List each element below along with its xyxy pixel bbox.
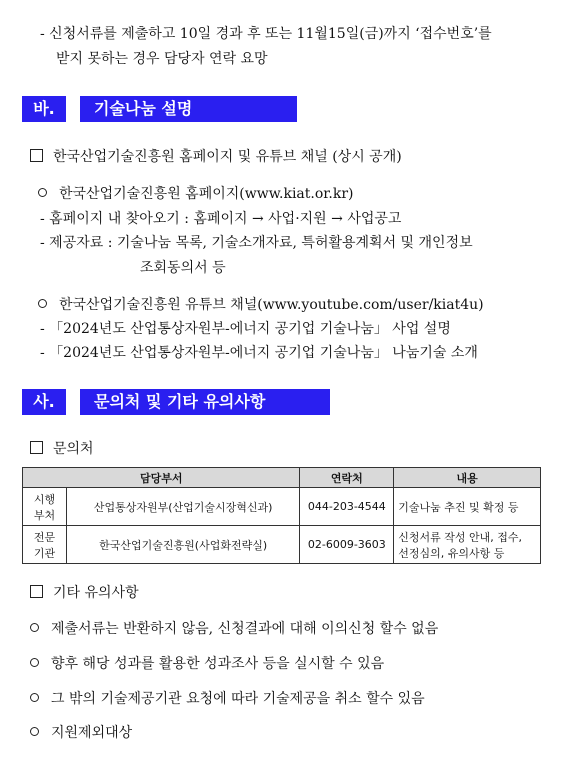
section-ba-title: 기술나눔 설명 [80,96,297,122]
circle-bullet-icon [30,623,39,632]
table-row [23,526,541,564]
row-phone: 044-203-4544 [300,488,394,526]
note-text: 향후 해당 성과를 활용한 성과조사 등을 실시할 수 있음 [51,656,385,672]
circle-bullet-icon [30,727,39,736]
note-item [30,654,384,674]
note-item [30,619,438,639]
youtube-item-1: - 「2024년도 산업통상자원부-에너지 공기업 기술나눔」 사업 설명 [40,321,451,337]
homepage-item-1: - 홈페이지 내 찾아오기 : 홈페이지 → 사업·지원 → 사업공고 [40,211,402,227]
section-ba-header [22,96,297,122]
youtube-title [38,295,484,315]
contact-label-text: 문의처 [53,441,94,457]
circle-bullet-icon [30,658,39,667]
note-item [30,723,132,743]
header-dept: 담당부서 [23,468,300,488]
row-dept: 한국산업기술진흥원(사업화전략실) [66,526,300,564]
circle-bullet-icon [38,299,47,308]
youtube-title-text: 한국산업기술진흥원 유튜브 채널(www.youtube.com/user/kiat4u) [59,297,484,313]
intro-line-1: - 신청서류를 제출하고 10일 경과 후 또는 11월15일(금)까지 ‘접수번호’를 [40,26,492,42]
homepage-item-2: - 제공자료 : 기술나눔 목록, 기술소개자료, 특허활용계획서 및 개인정보 [40,235,473,251]
homepage-title [38,184,354,204]
row-content: 기술나눔 추진 및 확정 등 [394,488,541,526]
row-dept: 산업통상자원부(산업기술시장혁신과) [66,488,300,526]
row-content: 신청서류 작성 안내, 접수, 선정심의, 유의사항 등 [394,526,541,564]
note-text: 지원제외대상 [51,725,133,741]
homepage-title-text: 한국산업기술진흥원 홈페이지(www.kiat.or.kr) [59,186,354,202]
ba-box-item-text: 한국산업기술진흥원 홈페이지 및 유튜브 채널 (상시 공개) [53,149,402,165]
contact-label [30,439,94,459]
table-row [23,488,541,526]
section-sa-number: 사. [22,389,66,415]
note-text: 제출서류는 반환하지 않음, 신청결과에 대해 이의신청 할수 없음 [51,621,439,637]
checkbox-square-icon [30,585,43,598]
checkbox-square-icon [30,149,43,162]
checkbox-square-icon [30,441,43,454]
note-item [30,689,425,709]
contact-table [22,467,541,564]
intro-line-2: 받지 못하는 경우 담당자 연락 요망 [56,51,268,67]
section-sa-title: 문의처 및 기타 유의사항 [80,389,330,415]
header-phone: 연락처 [300,468,394,488]
other-label [30,583,139,603]
row-type: 전문 기관 [23,526,67,564]
circle-bullet-icon [30,693,39,702]
table-header-row [23,468,541,488]
header-content: 내용 [394,468,541,488]
row-type: 시행 부처 [23,488,67,526]
circle-bullet-icon [38,188,47,197]
youtube-item-2: - 「2024년도 산업통상자원부-에너지 공기업 기술나눔」 나눔기술 소개 [40,345,478,361]
other-label-text: 기타 유의사항 [53,585,139,601]
row-phone: 02-6009-3603 [300,526,394,564]
homepage-item-2-continuation: 조회동의서 등 [140,260,226,276]
note-text: 그 밖의 기술제공기관 요청에 따라 기술제공을 취소 할수 있음 [51,691,425,707]
ba-box-item [30,147,402,167]
section-sa-header [22,389,330,415]
section-ba-number: 바. [22,96,66,122]
